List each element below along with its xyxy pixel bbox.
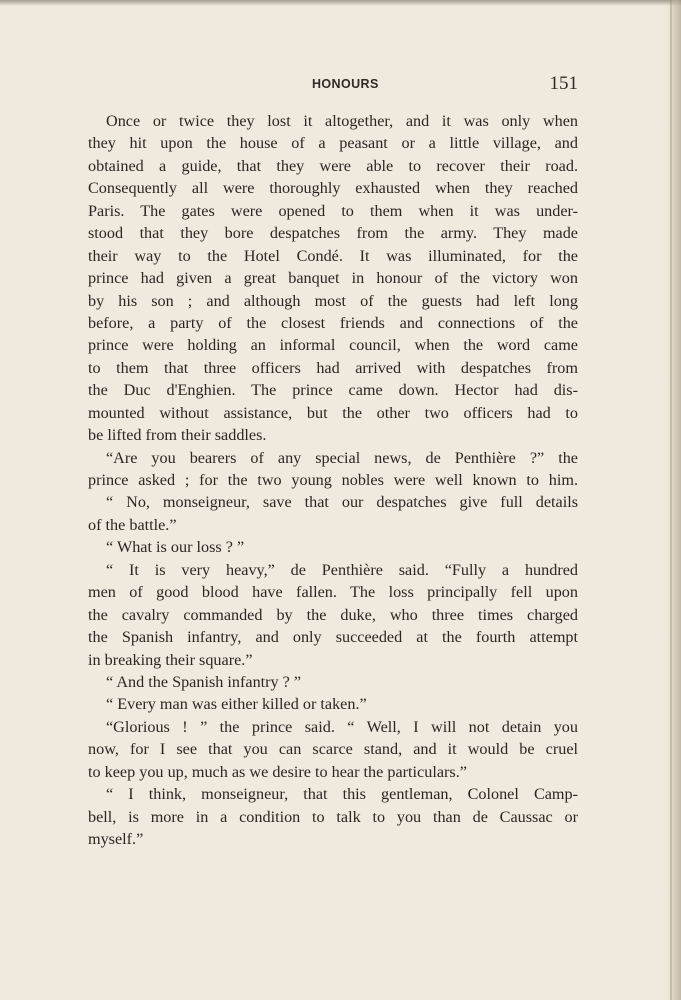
text-line: prince were holding an informal council, when the word came [88,336,578,355]
text-line: “Are you bearers of any special news, de Penthière ?” the [106,448,578,467]
page-right-edge-line [670,0,672,1000]
running-title: HONOURS [312,77,379,91]
text-line: mounted without assistance, but the other two officers had to [88,403,578,422]
text-line: their way to the Hotel Condé. It was illuminated, for the [88,246,578,265]
text-line: stood that they bore despatches from the army. They made [88,224,578,243]
page-top-shadow [0,0,681,6]
text-line: the cavalry commanded by the duke, who three times charged [88,605,578,624]
text-line: be lifted from their saddles. [88,426,267,445]
text-line: Once or twice they lost it altogether, and it was only when [106,112,578,130]
text-line: men of good blood have fallen. The loss principally fell upon [88,583,578,602]
text-line: the Spanish infantry, and only succeeded at the fourth attempt [88,628,578,647]
text-line: of the battle.” [88,515,177,534]
text-line: obtained a guide, that they were able to recover their road. [88,156,578,175]
text-line: “ It is very heavy,” de Penthière said. “Fully a hundred [106,560,578,579]
text-line: “ Every man was either killed or taken.” [106,695,367,714]
page-number: 151 [549,73,578,94]
text-line: “ What is our loss ? ” [106,538,245,557]
text-line: now, for I see that you can scarce stand, and it would be cruel [88,740,578,759]
text-line: myself.” [88,830,144,848]
text-line: by his son ; and although most of the guests had left long [88,291,578,310]
text-line: they hit upon the house of a peasant or a little village, and [88,134,578,153]
text-line: prince asked ; for the two young nobles were well known to him. [88,471,578,489]
text-line: before, a party of the closest friends and connections of the [88,313,578,332]
text-line: “ And the Spanish infantry ? ” [106,672,302,691]
text-line: prince had given a great banquet in honour of the victory won [88,269,578,288]
text-line: Paris. The gates were opened to them when it was under- [88,201,578,220]
text-line: the Duc d'Enghien. The prince came down. Hector had dis- [88,381,578,400]
text-line: bell, is more in a condition to talk to you than de Caussac or [88,807,578,826]
text-line: “ No, monseigneur, save that our despatches give full details [106,493,578,512]
text-line: to keep you up, much as we desire to hear the particulars.” [88,762,467,781]
text-line: “ I think, monseigneur, that this gentleman, Colonel Camp- [106,785,578,804]
text-line: in breaking their square.” [88,650,253,669]
text-line: “Glorious ! ” the prince said. “ Well, I will not detain you [106,717,578,736]
text-line: to them that three officers had arrived with despatches from [88,358,578,377]
page-header [88,73,578,99]
text-line: Consequently all were thoroughly exhausted when they reached [88,179,578,198]
body-text [88,110,578,850]
